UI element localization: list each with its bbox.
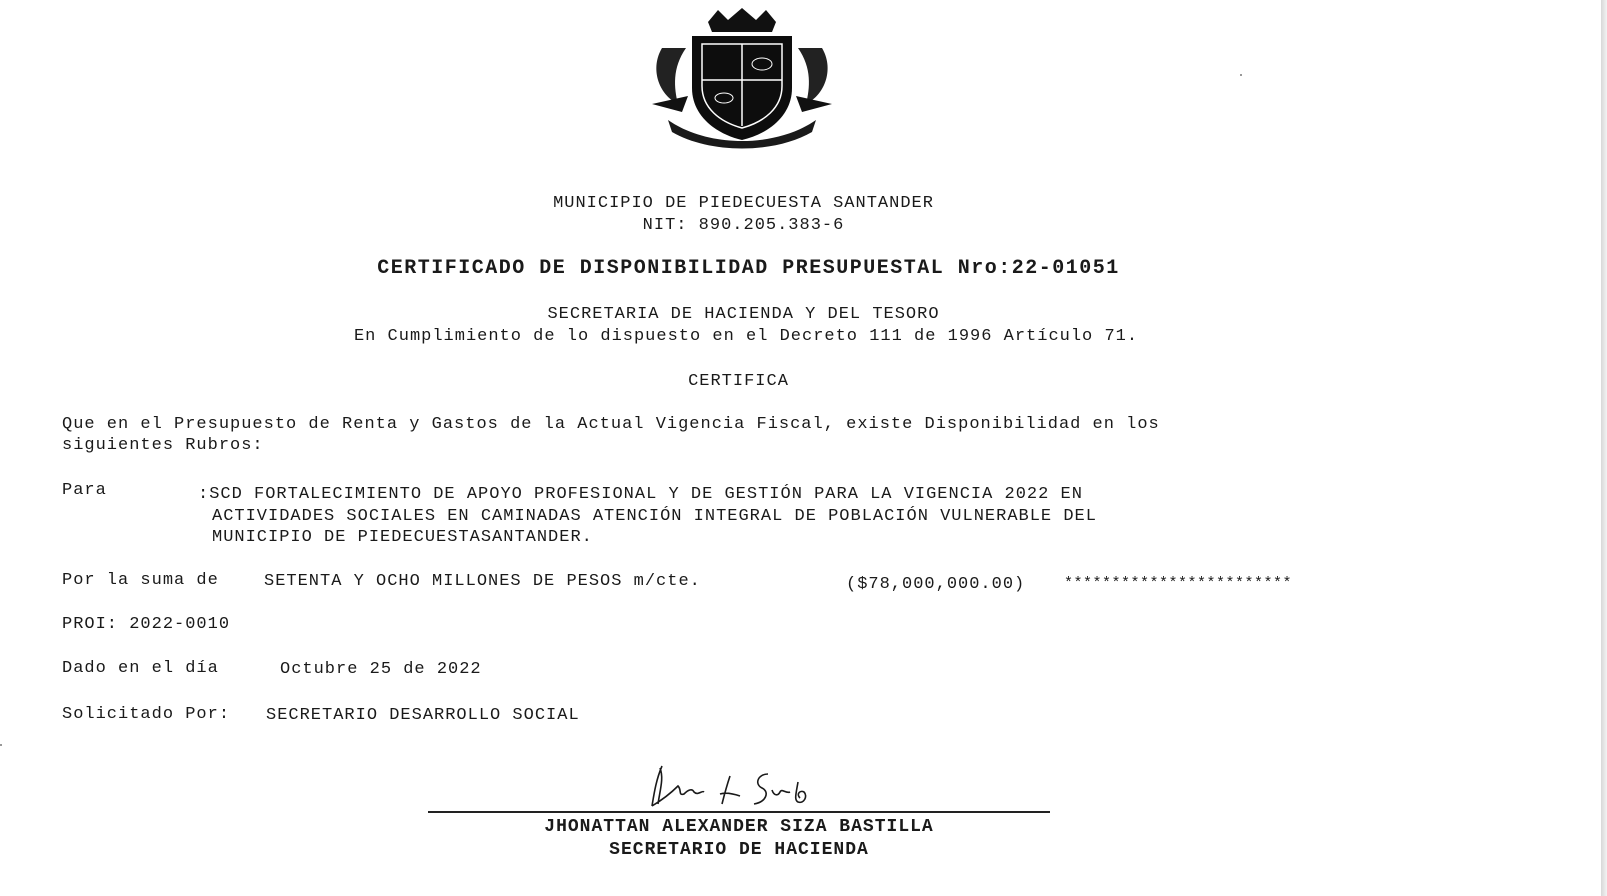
municipality-name: MUNICIPIO DE PIEDECUESTA SANTANDER xyxy=(553,194,934,213)
scan-speck xyxy=(1240,74,1242,76)
signatory-name: JHONATTAN ALEXANDER SIZA BASTILLA xyxy=(544,817,934,837)
date-label: Dado en el día xyxy=(62,659,219,678)
municipal-coat-of-arms-icon xyxy=(648,8,836,150)
amount-label: Por la suma de xyxy=(62,571,219,590)
purpose-line-1: :SCD FORTALECIMIENTO DE APOYO PROFESIONAL Y DE GESTIÓN PARA LA VIGENCIA 2022 EN xyxy=(198,485,1083,504)
date-value: Octubre 25 de 2022 xyxy=(280,660,482,679)
amount-fill: ************************ xyxy=(1064,575,1293,592)
handwritten-signature xyxy=(648,760,818,812)
nit-number: NIT: 890.205.383-6 xyxy=(642,216,845,235)
proi-code: PROI: 2022-0010 xyxy=(62,615,231,634)
intro-line-2: siguientes Rubros: xyxy=(62,436,264,455)
certificate-title: CERTIFICADO DE DISPONIBILIDAD PRESUPUESTAL Nro:22-01051 xyxy=(377,257,1120,280)
purpose-label: Para xyxy=(62,481,107,500)
signature-line xyxy=(428,811,1050,813)
purpose-line-2: ACTIVIDADES SOCIALES EN CAMINADAS ATENCIÓN INTEGRAL DE POBLACIÓN VULNERABLE DEL xyxy=(212,507,1097,526)
scan-speck xyxy=(0,744,2,746)
signatory-role: SECRETARIO DE HACIENDA xyxy=(609,840,869,860)
requested-label: Solicitado Por: xyxy=(62,705,231,724)
amount-words: SETENTA Y OCHO MILLONES DE PESOS m/cte. xyxy=(264,572,701,591)
purpose-line-3: MUNICIPIO DE PIEDECUESTASANTANDER. xyxy=(212,528,593,547)
certifies-heading: CERTIFICA xyxy=(688,372,789,391)
department-name: SECRETARIA DE HACIENDA Y DEL TESORO xyxy=(547,305,940,324)
amount-value: ($78,000,000.00) xyxy=(846,575,1026,594)
requested-value: SECRETARIO DESARROLLO SOCIAL xyxy=(266,706,580,725)
intro-line-1: Que en el Presupuesto de Renta y Gastos de la Actual Vigencia Fiscal, existe Disponibilidad en los xyxy=(62,415,1160,434)
legal-basis: En Cumplimiento de lo dispuesto en el Decreto 111 de 1996 Artículo 71. xyxy=(353,327,1139,346)
page-edge xyxy=(1601,0,1607,896)
